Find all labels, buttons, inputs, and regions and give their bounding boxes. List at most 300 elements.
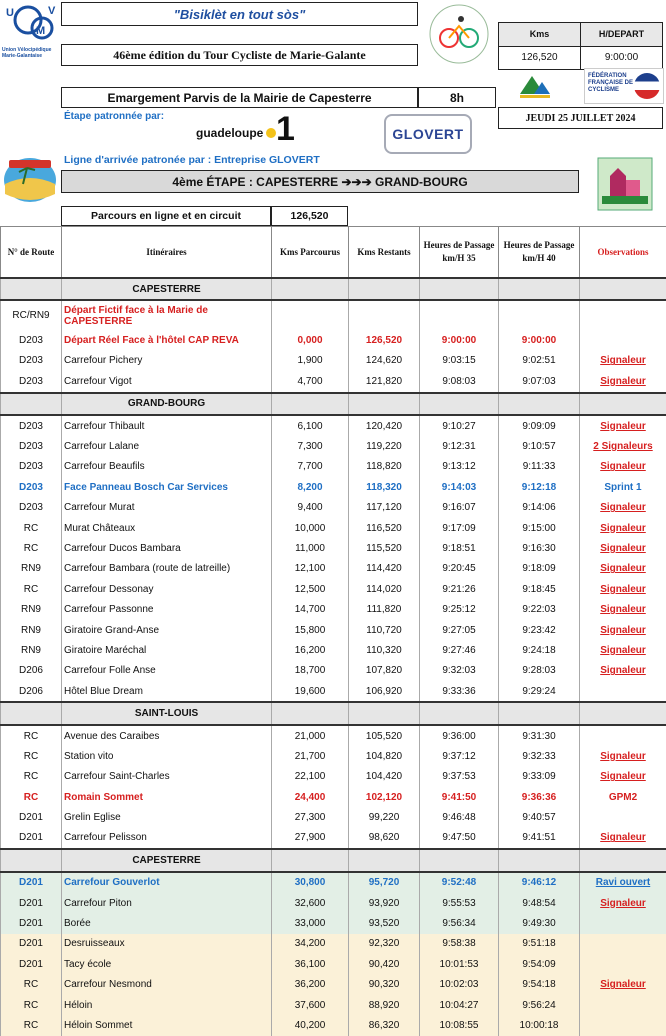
kms-parcourus: 6,100 (272, 415, 349, 436)
observation (580, 599, 666, 619)
section-cell (420, 702, 499, 724)
ffc-logo-text: FÉDÉRATION FRANÇAISE DE CYCLISME (585, 69, 637, 98)
route-number: RC (1, 579, 62, 599)
table-row (1, 746, 666, 766)
col-heures-40: Heures de Passage km/H 40 (499, 227, 580, 279)
glovert-logo (384, 114, 472, 154)
table-body (1, 278, 666, 1036)
itinerary: Murat Châteaux (62, 518, 272, 538)
slogan: "Bisiklèt en tout sòs" (174, 7, 306, 22)
section-cell (499, 393, 580, 415)
observation (580, 661, 666, 681)
table-row (1, 477, 666, 497)
section-cell (272, 278, 349, 300)
observation (580, 913, 666, 933)
table-row (1, 436, 666, 456)
route-number: RC (1, 767, 62, 787)
svg-text:M: M (36, 25, 45, 37)
kms-parcourus: 27,900 (272, 828, 349, 849)
kms-restants: 114,420 (349, 559, 420, 579)
route-number: RN9 (1, 559, 62, 579)
itinerary: Départ Fictif face à la Marie de CAPESTERRE (62, 300, 272, 330)
section-cell (272, 849, 349, 871)
table-row (1, 498, 666, 518)
route-number: RC/RN9 (1, 300, 62, 330)
col-itineraires: Itinéraires (62, 227, 272, 279)
observation (580, 457, 666, 477)
itinerary: Carrefour Vigot (62, 371, 272, 392)
section-row (1, 702, 666, 724)
kms-parcourus: 24,400 (272, 787, 349, 807)
heure-35: 9:17:09 (420, 518, 499, 538)
heure-40: 9:28:03 (499, 661, 580, 681)
kms-parcourus: 15,800 (272, 620, 349, 640)
observation (580, 893, 666, 913)
heure-35: 9:56:34 (420, 913, 499, 933)
route-number: D203 (1, 330, 62, 350)
kms-parcourus: 18,700 (272, 661, 349, 681)
info-hdepart-value: 9:00:00 (581, 47, 662, 69)
observation (580, 371, 666, 392)
itinerary: Borée (62, 913, 272, 933)
observation-label: Signaleur (600, 604, 646, 615)
itinerary: Carrefour Gouverlot (62, 872, 272, 893)
route-number: D203 (1, 498, 62, 518)
itinerary: Carrefour Ducos Bambara (62, 538, 272, 558)
heure-35: 9:37:12 (420, 746, 499, 766)
table-row (1, 872, 666, 893)
heure-35: 9:21:26 (420, 579, 499, 599)
observation-label: Signaleur (600, 461, 646, 472)
section-row (1, 393, 666, 415)
parcours-value: 126,520 (291, 210, 329, 222)
section-cell (580, 702, 666, 724)
table-row (1, 415, 666, 436)
route-number: D201 (1, 828, 62, 849)
observation (580, 300, 666, 330)
mountain-logo (516, 70, 554, 100)
uvmg-logo (2, 2, 60, 64)
edition-title: 46ème édition du Tour Cycliste de Marie-Galante (113, 48, 365, 63)
itinerary: Départ Réel Face à l'hôtel CAP REVA (62, 330, 272, 350)
kms-parcourus: 4,700 (272, 371, 349, 392)
heure-35: 10:08:55 (420, 1015, 499, 1035)
heure-35: 9:52:48 (420, 872, 499, 893)
observation (580, 787, 666, 807)
kms-restants: 126,520 (349, 330, 420, 350)
kms-restants: 99,220 (349, 807, 420, 827)
table-row (1, 518, 666, 538)
table-row (1, 787, 666, 807)
kms-parcourus: 1,900 (272, 351, 349, 371)
observation (580, 559, 666, 579)
observation-label: Sprint 1 (604, 482, 641, 493)
heure-35: 9:08:03 (420, 371, 499, 392)
itinerary: Carrefour Nesmond (62, 975, 272, 995)
itinerary: Héloin (62, 995, 272, 1015)
kms-parcourus: 9,400 (272, 498, 349, 518)
observation-label: Signaleur (600, 355, 646, 366)
table-row (1, 975, 666, 995)
itinerary: Face Panneau Bosch Car Services (62, 477, 272, 497)
table-row (1, 828, 666, 849)
section-cell (349, 278, 420, 300)
observation-label: Signaleur (600, 421, 646, 432)
observation (580, 538, 666, 558)
route-number: D201 (1, 934, 62, 954)
table-row (1, 538, 666, 558)
itinerary: Hôtel Blue Dream (62, 681, 272, 702)
route-number: D206 (1, 661, 62, 681)
heure-40: 9:31:30 (499, 725, 580, 746)
section-row (1, 278, 666, 300)
kms-restants: 90,420 (349, 954, 420, 974)
kms-parcourus: 14,700 (272, 599, 349, 619)
observation-label: Signaleur (600, 771, 646, 782)
table-row (1, 579, 666, 599)
observation-label: Signaleur (600, 584, 646, 595)
itinerary: Giratoire Grand-Anse (62, 620, 272, 640)
kms-restants: 116,520 (349, 518, 420, 538)
kms-restants: 90,320 (349, 975, 420, 995)
table-row (1, 954, 666, 974)
itinerary: Carrefour Beaufils (62, 457, 272, 477)
heure-40: 9:49:30 (499, 913, 580, 933)
section-cell (499, 849, 580, 871)
route-number: D201 (1, 872, 62, 893)
heure-40: 10:00:18 (499, 1015, 580, 1035)
section-cell (272, 702, 349, 724)
kms-parcourus: 36,200 (272, 975, 349, 995)
kms-restants: 104,820 (349, 746, 420, 766)
observation-label: Signaleur (600, 543, 646, 554)
observation (580, 746, 666, 766)
kms-parcourus: 12,500 (272, 579, 349, 599)
kms-restants: 102,120 (349, 787, 420, 807)
route-number: RC (1, 725, 62, 746)
table-row (1, 661, 666, 681)
itinerary: Carrefour Saint-Charles (62, 767, 272, 787)
heure-35: 9:25:12 (420, 599, 499, 619)
section-title: CAPESTERRE (62, 849, 272, 871)
heure-40: 9:00:00 (499, 330, 580, 350)
observation (580, 681, 666, 702)
heure-35: 9:46:48 (420, 807, 499, 827)
table-row (1, 913, 666, 933)
kms-restants: 86,320 (349, 1015, 420, 1035)
kms-restants: 124,620 (349, 351, 420, 371)
heure-35: 9:12:31 (420, 436, 499, 456)
emargement-box (61, 87, 418, 108)
kms-parcourus: 11,000 (272, 538, 349, 558)
ffc-logo (584, 68, 664, 104)
heure-40: 9:24:18 (499, 640, 580, 660)
route-number: RC (1, 975, 62, 995)
observation-label: Signaleur (600, 645, 646, 656)
observation-label: Ravi ouvert (596, 877, 650, 888)
sponsor-name: guadeloupe (196, 126, 263, 140)
observation (580, 477, 666, 497)
observation-label: 2 Signaleurs (593, 441, 652, 452)
heure-35: 9:14:03 (420, 477, 499, 497)
route-number: RN9 (1, 599, 62, 619)
observation (580, 995, 666, 1015)
heure-40: 9:56:24 (499, 995, 580, 1015)
route-number: D203 (1, 351, 62, 371)
route-number: D201 (1, 913, 62, 933)
route-number: RC (1, 538, 62, 558)
heure-35: 10:02:03 (420, 975, 499, 995)
kms-parcourus: 16,200 (272, 640, 349, 660)
sponsor-number: 1 (276, 110, 295, 149)
route-number: RC (1, 746, 62, 766)
itinerary: Avenue des Caraibes (62, 725, 272, 746)
kms-restants: 92,320 (349, 934, 420, 954)
heure-40: 9:54:09 (499, 954, 580, 974)
heure-40: 9:51:18 (499, 934, 580, 954)
observation (580, 415, 666, 436)
heure-35: 9:20:45 (420, 559, 499, 579)
heure-40: 9:33:09 (499, 767, 580, 787)
heure-35: 9:13:12 (420, 457, 499, 477)
section-cell (272, 393, 349, 415)
kms-parcourus: 27,300 (272, 807, 349, 827)
section-cell (1, 278, 62, 300)
heure-35: 10:04:27 (420, 995, 499, 1015)
section-cell (349, 393, 420, 415)
observation (580, 1015, 666, 1035)
observation-label: Signaleur (600, 502, 646, 513)
heure-40: 9:54:18 (499, 975, 580, 995)
heure-40: 9:11:33 (499, 457, 580, 477)
heure-35: 10:01:53 (420, 954, 499, 974)
observation (580, 579, 666, 599)
section-cell (1, 702, 62, 724)
kms-parcourus: 8,200 (272, 477, 349, 497)
observation-label: Signaleur (600, 665, 646, 676)
route-number: D201 (1, 954, 62, 974)
kms-parcourus: 21,700 (272, 746, 349, 766)
observation (580, 436, 666, 456)
table-header (1, 227, 666, 279)
table-row (1, 934, 666, 954)
heure-35: 9:18:51 (420, 538, 499, 558)
heure-35: 9:33:36 (420, 681, 499, 702)
itinerary: Héloin Sommet (62, 1015, 272, 1035)
kms-restants: 117,120 (349, 498, 420, 518)
kms-restants: 93,920 (349, 893, 420, 913)
observation (580, 872, 666, 893)
route-number: D203 (1, 457, 62, 477)
heure-40: 9:22:03 (499, 599, 580, 619)
table-row (1, 725, 666, 746)
table-row (1, 330, 666, 350)
stage-title: 4ème ÉTAPE : CAPESTERRE ➔➔➔ GRAND-BOURG (172, 175, 467, 189)
section-cell (580, 393, 666, 415)
emargement-time: 8h (450, 91, 464, 105)
section-cell (499, 702, 580, 724)
kms-restants: 118,820 (349, 457, 420, 477)
info-box (498, 22, 663, 70)
observation-label: Signaleur (600, 832, 646, 843)
table-row (1, 599, 666, 619)
table-row (1, 1015, 666, 1035)
col-observations: Observations (580, 227, 666, 279)
kms-restants: 105,520 (349, 725, 420, 746)
kms-restants: 119,220 (349, 436, 420, 456)
kms-parcourus: 30,800 (272, 872, 349, 893)
observation (580, 620, 666, 640)
slogan-box (61, 2, 418, 26)
observation (580, 640, 666, 660)
observation (580, 767, 666, 787)
section-cell (580, 849, 666, 871)
itinerary: Carrefour Bambara (route de latreille) (62, 559, 272, 579)
heure-40: 9:32:33 (499, 746, 580, 766)
kms-restants: 111,820 (349, 599, 420, 619)
heure-40: 9:14:06 (499, 498, 580, 518)
itinerary: Carrefour Thibault (62, 415, 272, 436)
kms-restants: 121,820 (349, 371, 420, 392)
kms-parcourus: 7,700 (272, 457, 349, 477)
col-kms-parcourus: Kms Parcourus (272, 227, 349, 279)
kms-parcourus (272, 300, 349, 330)
kms-parcourus: 32,600 (272, 893, 349, 913)
itinerary: Giratoire Maréchal (62, 640, 272, 660)
table-row (1, 893, 666, 913)
table-row (1, 640, 666, 660)
etape-patronnee: Étape patronnée par: (64, 111, 164, 122)
kms-restants: 107,820 (349, 661, 420, 681)
itinerary: Station vito (62, 746, 272, 766)
heure-40 (499, 300, 580, 330)
heure-40: 9:18:09 (499, 559, 580, 579)
heure-35: 9:27:46 (420, 640, 499, 660)
edition-box (61, 44, 418, 66)
date: JEUDI 25 JUILLET 2024 (525, 113, 635, 124)
church-logo (596, 156, 654, 212)
section-cell (499, 278, 580, 300)
heure-40: 9:10:57 (499, 436, 580, 456)
heure-35: 9:03:15 (420, 351, 499, 371)
section-cell (420, 393, 499, 415)
kms-parcourus: 10,000 (272, 518, 349, 538)
table-row (1, 620, 666, 640)
table-row (1, 371, 666, 392)
region-logo (425, 2, 493, 66)
observation-label: Signaleur (600, 376, 646, 387)
heure-40: 9:15:00 (499, 518, 580, 538)
uvmg-sub: Union Vélocipédique Marie-Galantaise (2, 47, 52, 59)
itinerary: Carrefour Murat (62, 498, 272, 518)
heure-40: 9:18:45 (499, 579, 580, 599)
stage-title-box (61, 170, 579, 193)
heure-40: 9:29:24 (499, 681, 580, 702)
section-cell (1, 849, 62, 871)
route-number: D203 (1, 415, 62, 436)
heure-40: 9:16:30 (499, 538, 580, 558)
observation (580, 330, 666, 350)
table-row (1, 995, 666, 1015)
table-row (1, 457, 666, 477)
kms-restants: 95,720 (349, 872, 420, 893)
observation-label: Signaleur (600, 563, 646, 574)
kms-parcourus: 22,100 (272, 767, 349, 787)
observation-label: GPM2 (609, 792, 637, 803)
route-number: RC (1, 787, 62, 807)
kms-parcourus: 0,000 (272, 330, 349, 350)
glovert-text: GLOVERT (392, 126, 463, 142)
kms-restants: 110,320 (349, 640, 420, 660)
kms-parcourus: 37,600 (272, 995, 349, 1015)
parcours-label: Parcours en ligne et en circuit (91, 210, 241, 222)
kms-parcourus: 33,000 (272, 913, 349, 933)
section-cell (580, 278, 666, 300)
kms-parcourus: 7,300 (272, 436, 349, 456)
route-number: RC (1, 518, 62, 538)
observation (580, 498, 666, 518)
kms-parcourus: 40,200 (272, 1015, 349, 1035)
col-route: N° de Route (1, 227, 62, 279)
observation-label: Signaleur (600, 898, 646, 909)
emargement-text: Emargement Parvis de la Mairie de Capesterre (107, 91, 371, 105)
route-number: RN9 (1, 620, 62, 640)
heure-35: 9:16:07 (420, 498, 499, 518)
itinerary: Desruisseaux (62, 934, 272, 954)
table-row (1, 681, 666, 702)
observation (580, 954, 666, 974)
section-title: SAINT-LOUIS (62, 702, 272, 724)
heure-40: 9:07:03 (499, 371, 580, 392)
route-number: D201 (1, 893, 62, 913)
kms-parcourus: 36,100 (272, 954, 349, 974)
observation-label: Signaleur (600, 751, 646, 762)
parcours-value-box (271, 206, 348, 226)
heure-35: 9:32:03 (420, 661, 499, 681)
route-number: D206 (1, 681, 62, 702)
observation-label: Signaleur (600, 523, 646, 534)
heure-40: 9:40:57 (499, 807, 580, 827)
route-number: RC (1, 1015, 62, 1035)
section-cell (420, 849, 499, 871)
heure-40: 9:36:36 (499, 787, 580, 807)
section-row (1, 849, 666, 871)
heure-35: 9:36:00 (420, 725, 499, 746)
sponsor-guadeloupe (196, 116, 296, 150)
svg-text:U: U (6, 7, 14, 19)
kms-restants: 104,420 (349, 767, 420, 787)
heure-35: 9:00:00 (420, 330, 499, 350)
table-row (1, 767, 666, 787)
section-cell (1, 393, 62, 415)
heure-35: 9:41:50 (420, 787, 499, 807)
observation (580, 518, 666, 538)
itinerary: Carrefour Piton (62, 893, 272, 913)
table-row (1, 807, 666, 827)
observation-label: Signaleur (600, 979, 646, 990)
route-number: D203 (1, 371, 62, 392)
itinerary: Carrefour Passonne (62, 599, 272, 619)
itinerary: Grelin Eglise (62, 807, 272, 827)
heure-40: 9:41:51 (499, 828, 580, 849)
info-kms-label: Kms (499, 23, 581, 46)
section-cell (349, 849, 420, 871)
heure-35: 9:58:38 (420, 934, 499, 954)
section-title: CAPESTERRE (62, 278, 272, 300)
route-number: D201 (1, 807, 62, 827)
itinerary: Carrefour Pelisson (62, 828, 272, 849)
itinerary: Tacy école (62, 954, 272, 974)
